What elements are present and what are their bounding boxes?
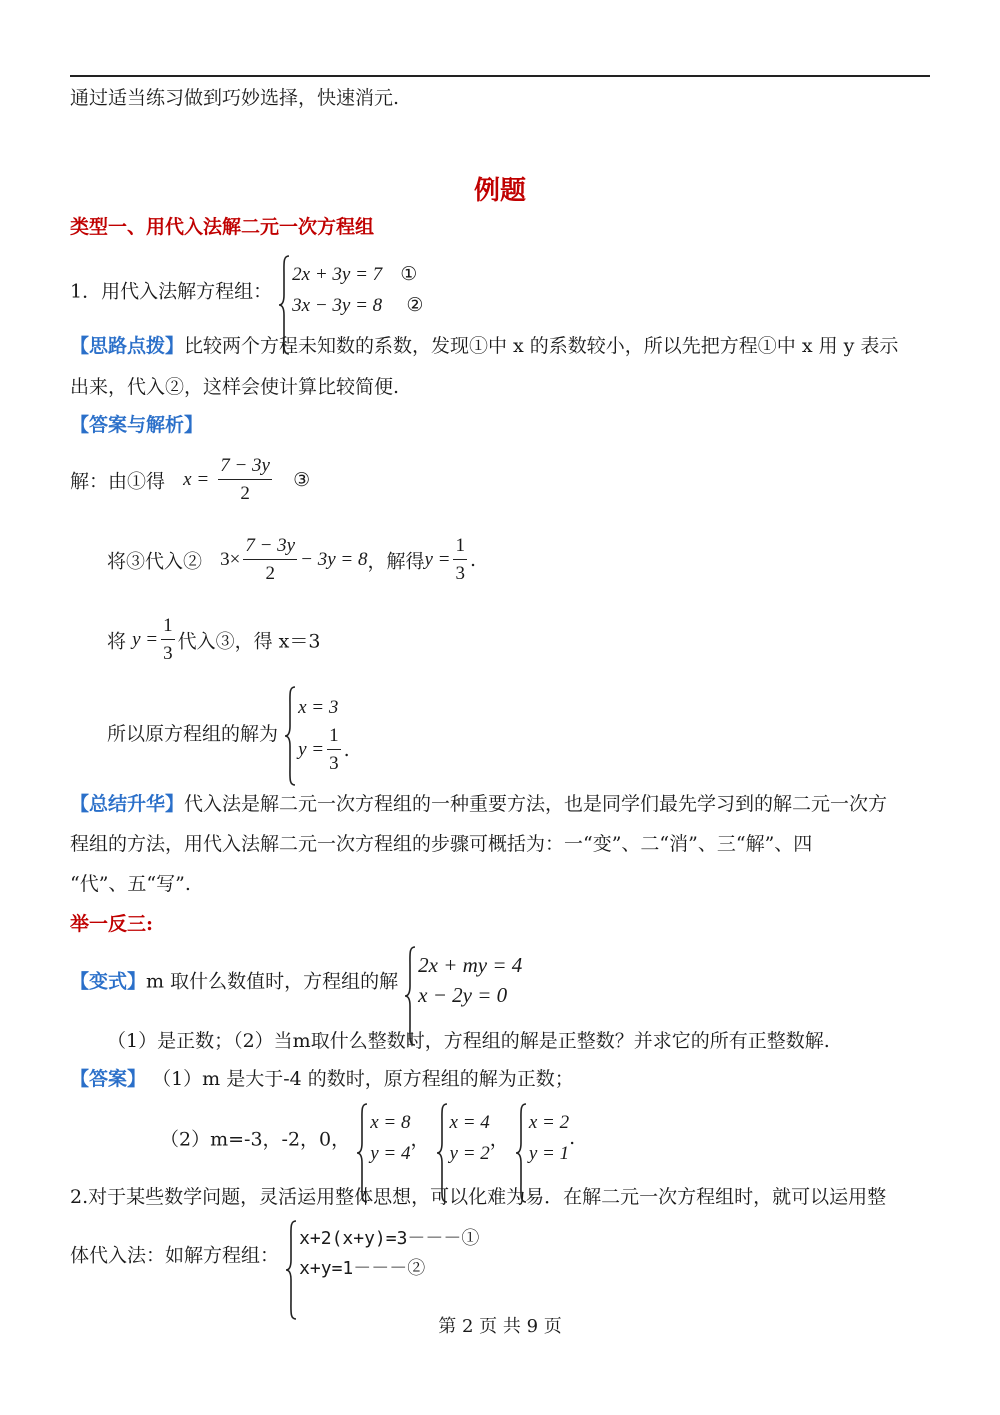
section-title: 例题 — [473, 176, 526, 206]
fraction-denominator: 2 — [265, 563, 275, 584]
separator: ， — [489, 1128, 509, 1151]
equation-1: 2x + 3y = 7 — [292, 264, 383, 285]
hint-text-2: 出来，代入②，这样会使计算比较简便. — [70, 376, 400, 398]
variant-answer-2-prefix: （2）m=-3，-2，0， — [160, 1128, 351, 1151]
brace-icon — [284, 686, 296, 786]
summary-line-1 — [70, 795, 887, 814]
variant-answer-line-1 — [70, 1070, 574, 1089]
fraction-numerator: 1 — [327, 725, 341, 750]
variant-sub-questions: （1）是正数；（2）当m取什么整数时，方程组的解是正整数？并求它的所有正整数解. — [107, 1030, 830, 1052]
hint-tag: 【思路点拨】 — [70, 335, 185, 357]
top-rule — [70, 75, 930, 77]
variant-text: m 取什么数值时，方程组的解 — [146, 970, 399, 993]
step-2-rest: − 3y = 8 — [300, 549, 368, 570]
practice-heading: 举一反三: — [70, 913, 154, 935]
question-2-system — [285, 1224, 479, 1284]
variant-tag: 【变式】 — [70, 970, 147, 993]
solution-2-x: x = 4 — [449, 1112, 490, 1133]
hint-text-1: 比较两个方程未知数的系数，发现①中 x 的系数较小，所以先把方程①中 x 用 y 表示 — [184, 335, 899, 357]
solution-3-y: y = 1 — [528, 1143, 570, 1164]
variant — [70, 950, 522, 1010]
solution-system-2 — [436, 1107, 490, 1169]
summary-text-3: “代”、五“写”. — [70, 873, 191, 895]
solution-step-3 — [107, 615, 320, 665]
fraction — [327, 725, 341, 775]
step-4-prefix: 所以原方程组的解为 — [107, 723, 279, 745]
solution-step-2 — [107, 535, 476, 585]
step-2-y: y = — [424, 549, 451, 570]
solution-2-y: y = 2 — [449, 1143, 490, 1164]
fraction-denominator: 3 — [329, 753, 339, 774]
fraction — [243, 535, 297, 585]
step-2-end: . — [469, 549, 477, 571]
step-3-prefix: 将 — [107, 630, 127, 653]
solution-3-x: x = 2 — [528, 1112, 570, 1133]
step-1-prefix: 解：由①得 — [70, 470, 166, 493]
summary-text-2: 程组的方法，用代入法解二元一次方程组的步骤可概括为：一“变”、二“消”、三“解”、四 — [70, 833, 813, 855]
equation-1-mark: ① — [400, 263, 418, 285]
separator: ， — [410, 1128, 430, 1151]
fraction-numerator: 7 − 3y — [218, 455, 272, 480]
question-2-line-2 — [70, 1224, 479, 1284]
fraction — [453, 535, 467, 585]
answer-tag: 【答案与解析】 — [70, 414, 204, 436]
step-2-coef: 3× — [220, 549, 241, 570]
step-3-suffix: 代入③，得 x＝3 — [177, 630, 321, 653]
question-2-text-2: 体代入法：如解方程组： — [70, 1244, 280, 1267]
solution-system — [284, 690, 350, 775]
step-1-lhs: x = — [183, 469, 210, 490]
question-1 — [70, 259, 423, 321]
fraction-denominator: 3 — [455, 563, 465, 584]
hint-line-1 — [70, 337, 898, 356]
fraction-denominator: 3 — [163, 643, 173, 664]
step-3-y: y = — [132, 629, 159, 650]
solution-x: x = 3 — [298, 697, 339, 718]
solution-step-1 — [70, 455, 310, 505]
solution-step-4 — [107, 690, 350, 775]
question-2-eq-2: x+y=1－－－② — [299, 1258, 426, 1279]
step-4-end: . — [343, 739, 350, 761]
fraction — [161, 615, 175, 665]
solution-y: y = — [298, 739, 325, 760]
variant-eq-2: x − 2y = 0 — [418, 983, 508, 1007]
equation-2: 3x − 3y = 8 — [292, 295, 383, 316]
solution-1-x: x = 8 — [370, 1112, 411, 1133]
step-2-mid: ，解得 — [367, 550, 425, 573]
step-1-mark: ③ — [293, 469, 311, 491]
question-2-eq-1: x+2(x+y)=3－－－① — [299, 1228, 480, 1249]
solution-1-y: y = 4 — [370, 1143, 411, 1164]
intro-text: 通过适当练习做到巧妙选择，快速消元. — [70, 87, 400, 109]
answer-end: . — [569, 1127, 576, 1149]
question-1-prefix: 1．用代入法解方程组： — [70, 280, 273, 303]
question-2-text-1: 2.对于某些数学问题，灵活运用整体思想，可以化难为易．在解二元一次方程组时，就可以运用整 — [70, 1186, 887, 1208]
step-2-prefix: 将③代入② — [107, 550, 203, 573]
fraction — [218, 455, 272, 505]
solution-system-3 — [515, 1107, 569, 1169]
variant-answer-tag: 【答案】 — [70, 1068, 147, 1090]
fraction-numerator: 7 − 3y — [243, 535, 297, 560]
fraction-numerator: 1 — [453, 535, 467, 560]
variant-system — [404, 950, 522, 1010]
variant-answer-line-2 — [160, 1107, 575, 1169]
fraction-denominator: 2 — [240, 483, 250, 504]
page-footer: 第 2 页 共 9 页 — [438, 1316, 562, 1337]
equation-2-mark: ② — [406, 294, 424, 316]
equation-system — [278, 259, 423, 321]
variant-eq-1: 2x + my = 4 — [418, 953, 523, 977]
solution-system-1 — [356, 1107, 410, 1169]
summary-tag: 【总结升华】 — [70, 793, 185, 815]
summary-text-1: 代入法是解二元一次方程组的一种重要方法，也是同学们最先学习到的解二元一次方 — [184, 793, 888, 815]
type-heading: 类型一、用代入法解二元一次方程组 — [70, 216, 375, 238]
brace-icon — [285, 1220, 297, 1320]
variant-answer-1: （1）m 是大于-4 的数时，原方程组的解为正数； — [152, 1068, 574, 1090]
fraction-numerator: 1 — [161, 615, 175, 640]
